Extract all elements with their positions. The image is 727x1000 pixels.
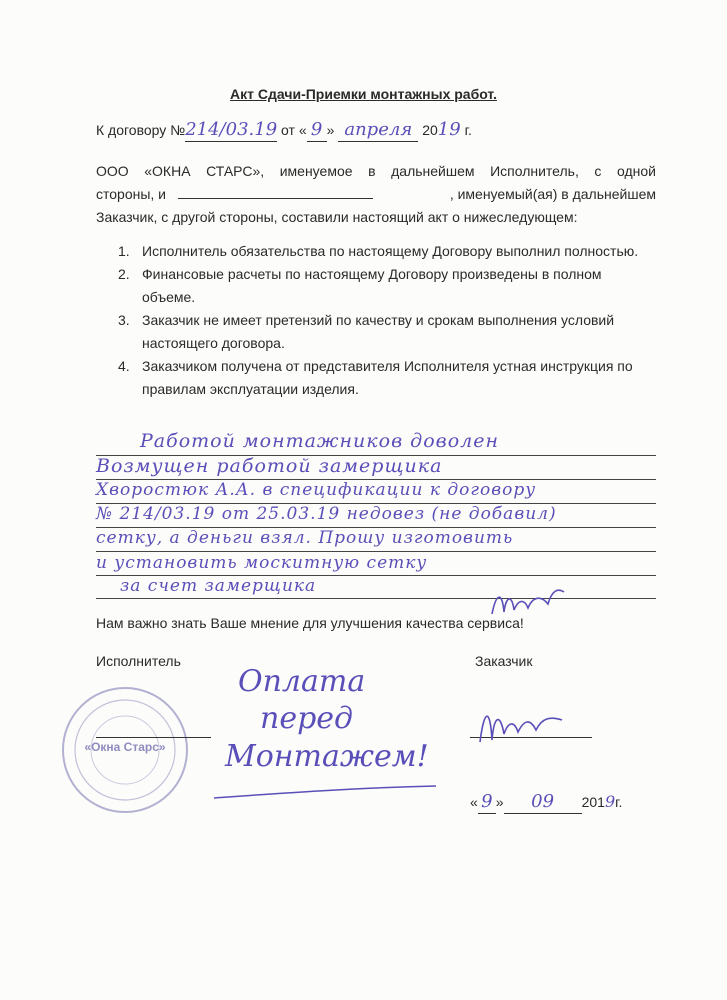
list-item: 4. Заказчиком получена от представителя Исполнителя устная инструкция по правилам эксплуатации изделия. bbox=[118, 358, 633, 397]
handwritten-comment-line: и установить москитную сетку bbox=[96, 553, 428, 573]
contract-number: 214/03.19 bbox=[185, 119, 278, 140]
comment-rule bbox=[96, 551, 656, 552]
contract-from-label: от « bbox=[281, 122, 307, 138]
list-item: 3. Заказчик не имеет претензий по качеству и срокам выполнения условий настоящего договора. bbox=[118, 312, 615, 351]
handwritten-comment-line: № 214/03.19 от 25.03.19 недовез (не добавил) bbox=[96, 504, 557, 524]
handwritten-comment-line: Хворостюк А.А. в спецификации к договору bbox=[96, 480, 537, 500]
handwritten-comment-line: сетку, а деньги взял. Прошу изготовить bbox=[96, 528, 514, 548]
handwritten-note-line: перед bbox=[260, 701, 354, 736]
contract-month: апреля bbox=[338, 118, 418, 142]
intro-line-2-b: , именуемый(ая) в дальнейшем bbox=[449, 186, 656, 202]
comment-rule bbox=[96, 598, 656, 599]
contract-year-suffix: 19 bbox=[437, 119, 461, 140]
signature-date: « 9 » 09 2019г. bbox=[470, 791, 623, 812]
intro-line-2 bbox=[96, 183, 656, 206]
contract-prefix: К договору № bbox=[96, 122, 186, 138]
list-item: 1. Исполнитель обязательства по настоящему Договору выполнил полностью. bbox=[118, 243, 639, 259]
contract-g: г. bbox=[464, 122, 472, 138]
contract-line bbox=[96, 118, 472, 142]
executor-label: Исполнитель bbox=[96, 653, 181, 669]
handwritten-comment-line: Работой монтажников доволен bbox=[140, 430, 499, 452]
customer-signature bbox=[470, 700, 570, 750]
stamp-text: «Окна Старс» bbox=[84, 740, 166, 754]
intro-line-3: Заказчик, с другой стороны, составили настоящий акт о нижеследующем: bbox=[96, 209, 578, 225]
handwritten-comment-line: за счет замерщика bbox=[120, 576, 317, 596]
customer-name-blank bbox=[178, 198, 373, 199]
contract-day-close: » bbox=[326, 122, 335, 138]
handwritten-note-line: Оплата bbox=[238, 664, 366, 699]
customer-label: Заказчик bbox=[475, 653, 533, 669]
acceptance-items bbox=[118, 240, 658, 401]
intro-line-1: ООО «ОКНА СТАРС», именуемое в дальнейшем Исполнитель, с одной bbox=[96, 163, 656, 179]
feedback-text: Нам важно знать Ваше мнение для улучшения качества сервиса! bbox=[96, 615, 524, 631]
contract-day: 9 bbox=[307, 118, 327, 142]
note-underline bbox=[210, 782, 440, 804]
handwritten-note-line: Монтажем! bbox=[225, 739, 429, 774]
document-title: Акт Сдачи-Приемки монтажных работ. bbox=[230, 86, 497, 102]
date-month: 09 bbox=[504, 790, 582, 814]
intro-line-2-a: стороны, и bbox=[96, 186, 167, 202]
list-item: 2. Финансовые расчеты по настоящему Договору произведены в полном объеме. bbox=[118, 266, 602, 305]
executor-signature-line bbox=[96, 737, 211, 738]
date-day: 9 bbox=[478, 790, 496, 814]
date-year-suffix: 9 bbox=[604, 792, 616, 811]
contract-year-prefix: 20 bbox=[422, 122, 438, 138]
handwritten-comment-line: Возмущен работой замерщика bbox=[96, 455, 443, 477]
